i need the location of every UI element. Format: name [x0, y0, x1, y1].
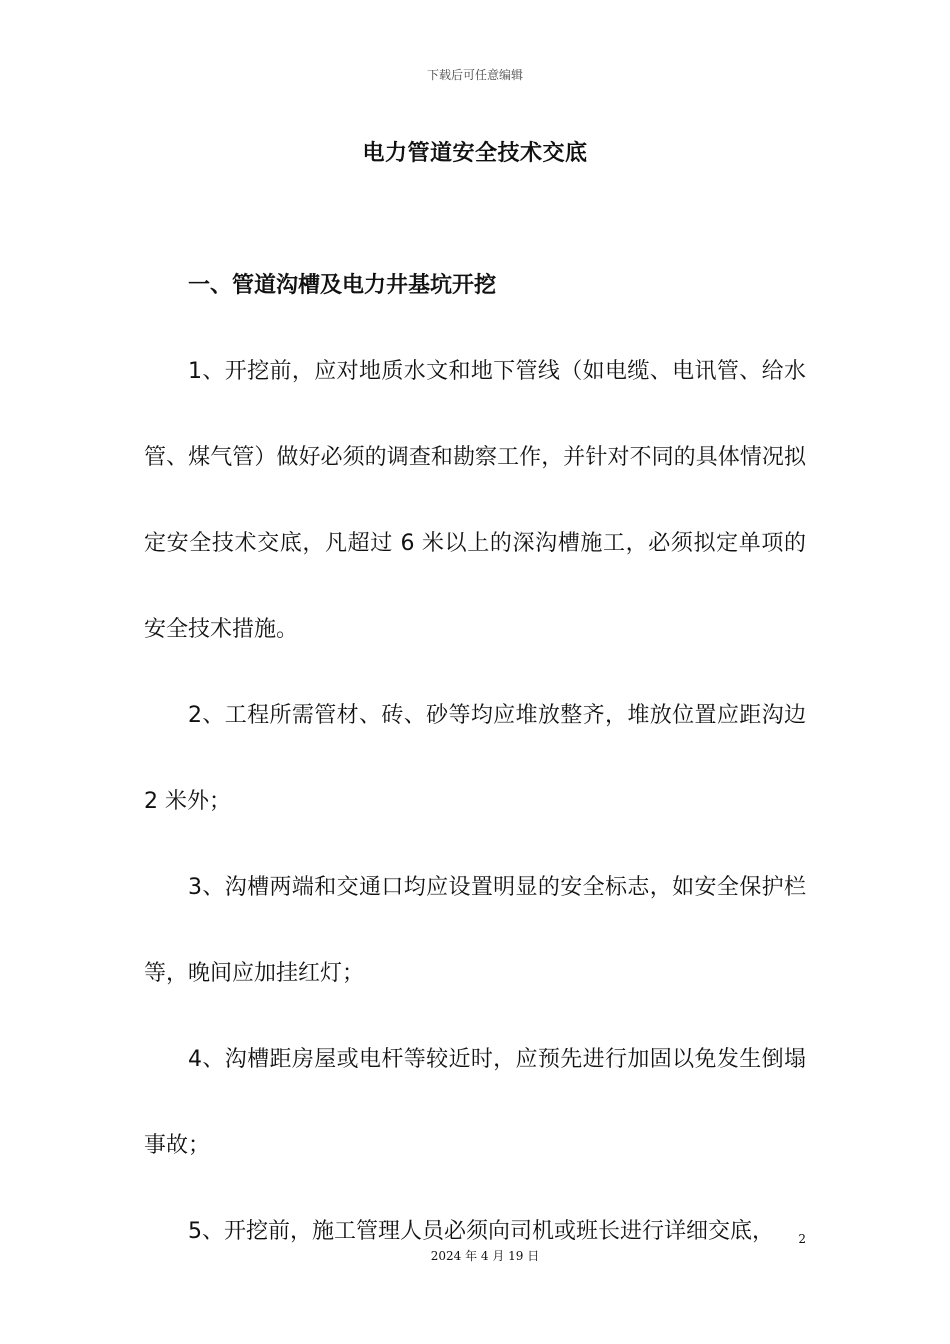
paragraph-4: 4、沟槽距房屋或电杆等较近时，应预先进行加固以免发生倒塌事故； — [144, 1047, 806, 1158]
paragraph-5: 5、开挖前，施工管理人员必须向司机或班长进行详细交底， — [188, 1219, 774, 1244]
document-body — [144, 243, 806, 1275]
paragraph-2: 2、工程所需管材、砖、砂等均应堆放整齐，堆放位置应距沟边 2 米外； — [144, 703, 806, 814]
document-title: 电力管道安全技术交底 — [362, 141, 588, 166]
paragraph-1: 1、开挖前，应对地质水文和地下管线（如电缆、电讯管、给水管、煤气管）做好必须的调查和勘察工作，并针对不同的具体情况拟定安全技术交底，凡超过 6 米以上的深沟槽施工，必须拟定单项的安全技术措施。 — [144, 359, 806, 642]
section-heading: 一、管道沟槽及电力井基坑开挖 — [188, 273, 497, 298]
paragraph-3: 3、沟槽两端和交通口均应设置明显的安全标志，如安全保护栏等，晚间应加挂红灯； — [144, 875, 806, 986]
footer-date: 2024 年 4 月 19 日 — [430, 1249, 540, 1263]
header-note: 下载后可任意编辑 — [426, 68, 523, 82]
page-number: 2 — [798, 1232, 806, 1246]
